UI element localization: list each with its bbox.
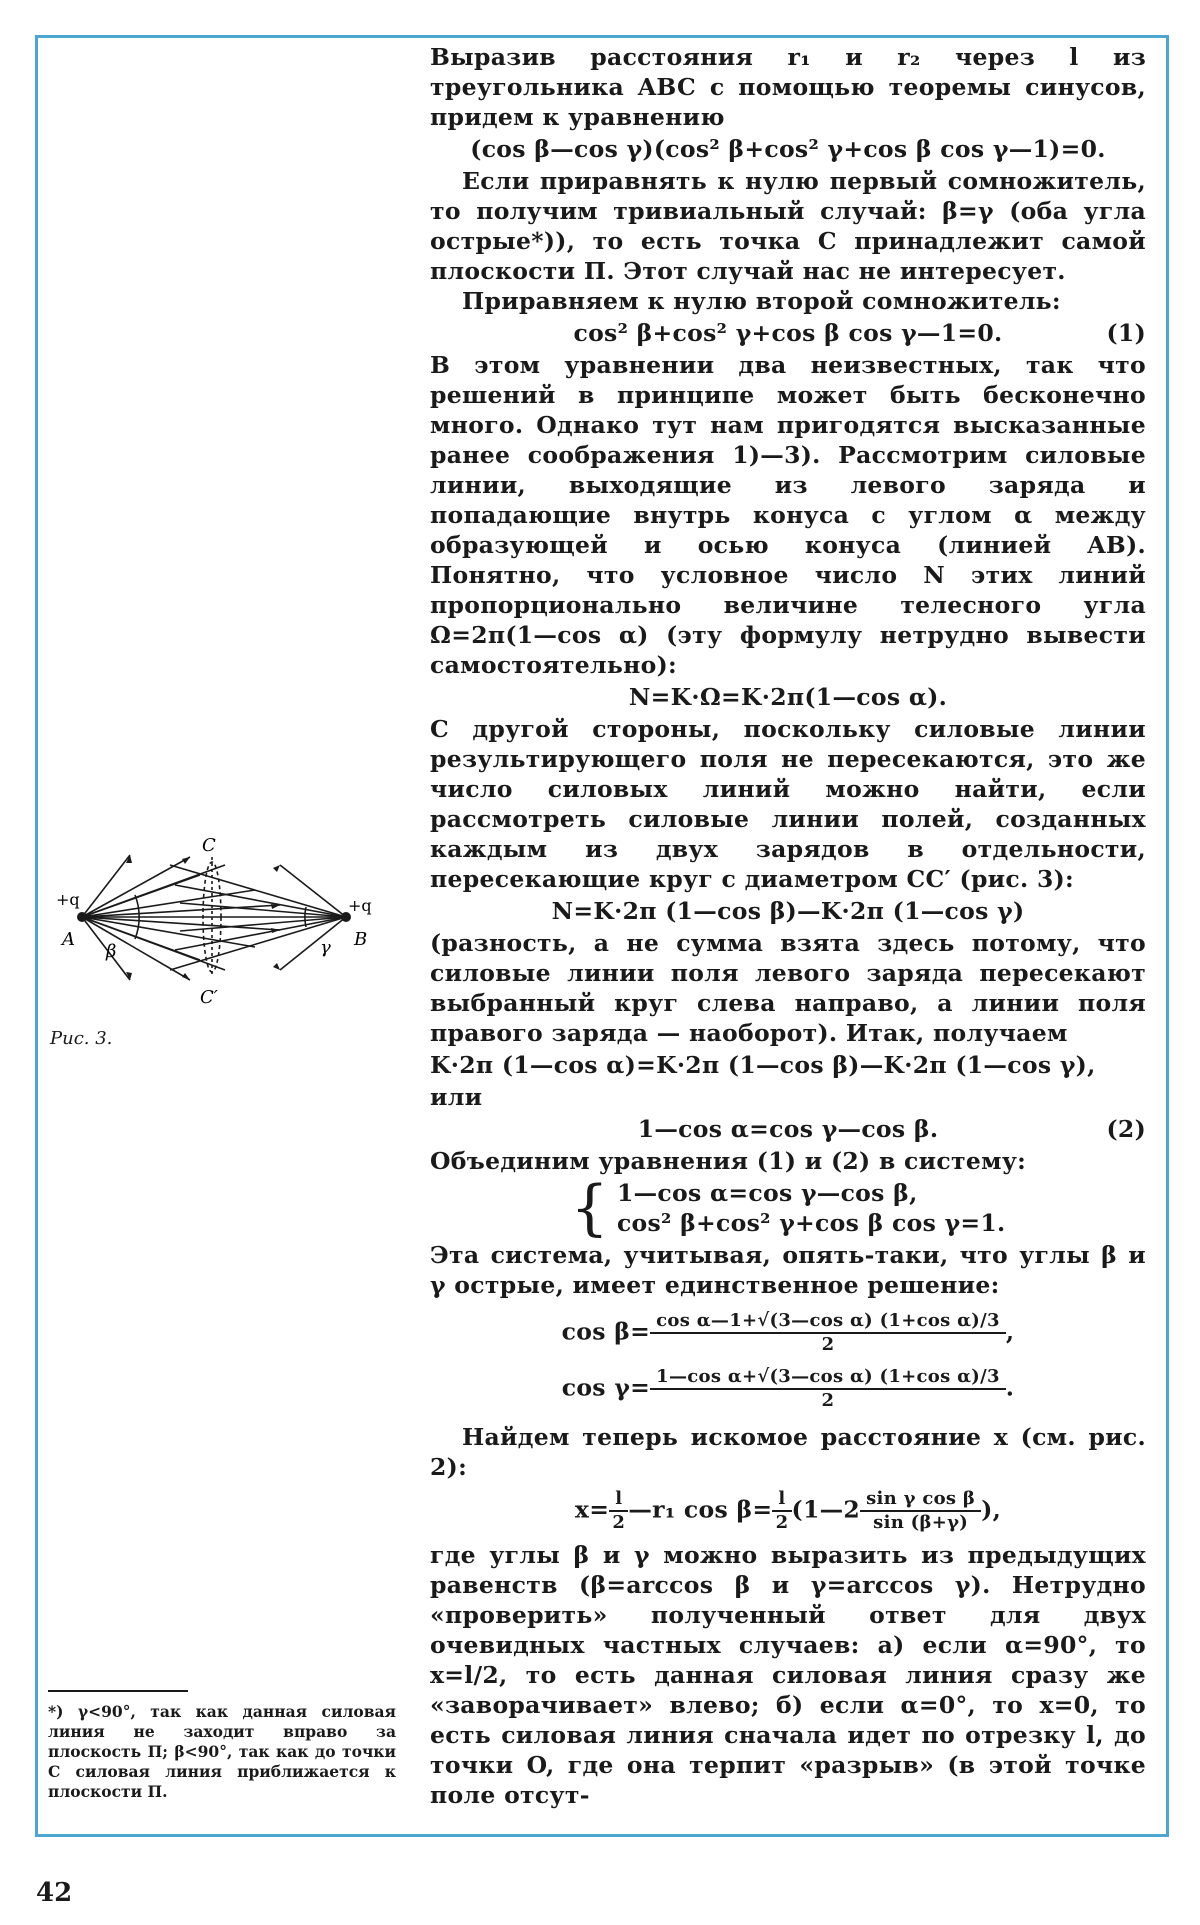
equation-3: N=K·Ω=K·2π(1—cos α).: [628, 683, 948, 711]
figure-caption: Рис. 3.: [50, 1028, 113, 1049]
field-line: [82, 890, 255, 917]
solution-cos-gamma-fraction: [650, 1366, 1006, 1412]
label-charge-a: +q: [56, 890, 80, 909]
main-text-column: [430, 42, 1146, 1810]
paragraph-8: Объединим уравнения (1) и (2) в систему:: [430, 1147, 1027, 1175]
solution-cos-beta-fraction: [650, 1310, 1006, 1356]
equation-4: N=K·2π (1—cos β)—K·2π (1—cos γ): [551, 897, 1025, 925]
equation-7-fraction-1: [609, 1488, 628, 1534]
page-number: 42: [36, 1878, 73, 1908]
field-line: [280, 917, 346, 970]
field-line: [280, 865, 346, 917]
paragraph-1: Выразив расстояния r₁ и r₂ через l из треугольника ABC с помощью теоремы синусов, придем к уравнению: [430, 43, 1146, 131]
solution-cos-gamma: [430, 1366, 1146, 1412]
solution-cos-gamma-lhs: cos γ=: [561, 1373, 651, 1402]
label-c-prime: C′: [200, 987, 218, 1008]
solution-cos-beta: [430, 1310, 1146, 1356]
solution-cos-beta-numerator: cos α—1+√(3—cos α) (1+cos α)/3: [650, 1310, 1006, 1334]
equation-7-fraction-3-den: sin (β+γ): [873, 1512, 969, 1533]
footnote-rule: [48, 1690, 188, 1692]
brace-icon: {: [570, 1173, 609, 1243]
paragraph-2: Если приравнять к нулю первый сомножитель, то получим тривиальный случай: β=γ (оба угла острые*)), то есть точка C принадлежит самой плоскости П. Этот случай нас не интересует.: [430, 167, 1146, 285]
equation-5: K·2π (1—cos α)=K·2π (1—cos β)—K·2π (1—cos γ),: [430, 1051, 1096, 1079]
equation-7-mid: —r₁ cos β=: [628, 1495, 773, 1524]
equation-2-body: cos² β+cos² γ+cos β cos γ—1=0.: [573, 319, 1003, 347]
arrow-icon: [271, 928, 280, 933]
label-a: A: [62, 929, 75, 950]
charge-a: [77, 912, 87, 922]
field-lines: [82, 855, 346, 980]
paragraph-9: Эта система, учитывая, опять-таки, что углы β и γ острые, имеет единственное решение:: [430, 1241, 1146, 1299]
equation-2-number: (1): [1106, 319, 1146, 347]
paragraph-5: С другой стороны, поскольку силовые линии результирующего поля не пересекаются, это же число силовых линий можно найти, если рассмотреть силовые линии полей, созданных каждым из двух зарядов в отдельности, пересекающие круг с диаметром CC′ (рис. 3):: [430, 715, 1146, 893]
solution-cos-gamma-tail: .: [1005, 1373, 1015, 1402]
label-c: C: [202, 835, 216, 856]
equation-7-paren: (1—2: [791, 1495, 861, 1524]
equation-7-end: ),: [981, 1495, 1002, 1524]
arrow-icon: [182, 973, 190, 980]
solution-cos-beta-denominator: 2: [821, 1334, 835, 1355]
paragraph-6: (разность, а не сумма взята здесь потому, что силовые линии поля левого заряда пересекают выбранный круг слева направо, а линии поля правого заряда — наоборот). Итак, получаем: [430, 929, 1146, 1047]
label-beta: β: [106, 941, 117, 962]
system-line-2: cos² β+cos² γ+cos β cos γ=1.: [616, 1209, 1006, 1237]
field-line: [175, 885, 346, 917]
equation-7-fraction-3-num: sin γ cos β: [860, 1488, 981, 1512]
solution-cos-beta-tail: ,: [1005, 1317, 1015, 1346]
solution-cos-gamma-numerator: 1—cos α+√(3—cos α) (1+cos α)/3: [650, 1366, 1006, 1390]
equation-system: [430, 1173, 1146, 1243]
paragraph-7: или: [430, 1083, 483, 1111]
equation-7-fraction-3: [860, 1488, 981, 1534]
solution-cos-gamma-denominator: 2: [821, 1390, 835, 1411]
arrow-icon: [273, 963, 280, 970]
paragraph-10: Найдем теперь искомое расстояние x (см. рис. 2):: [430, 1423, 1146, 1481]
equation-7: [430, 1488, 1146, 1534]
paragraph-11: где углы β и γ можно выразить из предыдущих равенств (β=arccos β и γ=arccos γ). Нетрудно «проверить» полученный ответ для двух очевидных частных случаев: а) если α=90°, то x=l/2, то есть данная силовая линия сразу же «заворачивает» влево; б) если α=0°, то x=0, то есть силовая линия сначала идет по отрезку l, до точки O, где она терпит «разрыв» (в этой точке поле отсут-: [430, 1541, 1146, 1809]
equation-7-x: x=: [574, 1495, 610, 1524]
paragraph-4: В этом уравнении два неизвестных, так что решений в принципе может быть бесконечно много. Однако тут нам пригодятся высказанные ранее соображения 1)—3). Рассмотрим силовые линии, выходящие из левого заряда и попадающие внутрь конуса с углом α между образующей и осью конуса (линией AB). Понятно, что условное число N этих линий пропорционально величине телесного угла Ω=2π(1—cos α) (эту формулу нетрудно вывести самостоятельно):: [430, 351, 1146, 679]
system-line-1: 1—cos α=cos γ—cos β,: [616, 1179, 918, 1207]
label-charge-b: +q: [348, 896, 372, 915]
equation-6-body: 1—cos α=cos γ—cos β.: [637, 1115, 939, 1143]
arrow-icon: [182, 857, 190, 864]
footnote: *) γ<90°, так как данная силовая линия не заходит вправо за плоскость П; β<90°, так как до точки C силовая линия приближается к плоскости П.: [48, 1702, 396, 1801]
equation-7-fraction-2-den: 2: [775, 1512, 789, 1533]
equation-1: (cos β—cos γ)(cos² β+cos² γ+cos β cos γ—1)=0.: [470, 135, 1106, 163]
equation-6-number: (2): [1106, 1115, 1146, 1143]
arrow-icon: [273, 865, 280, 872]
solution-cos-beta-lhs: cos β=: [561, 1317, 651, 1346]
equation-7-fraction-1-den: 2: [612, 1512, 626, 1533]
equation-7-fraction-1-num: l: [609, 1488, 628, 1512]
paragraph-3: Приравняем к нулю второй сомножитель:: [462, 287, 1061, 315]
label-gamma: γ: [320, 937, 331, 958]
label-b: B: [354, 929, 368, 950]
equation-2: [430, 318, 1146, 348]
equation-7-fraction-2: [772, 1488, 791, 1534]
equation-6: [430, 1114, 1146, 1144]
figure-3-diagram: [50, 835, 410, 1010]
equation-7-fraction-2-num: l: [772, 1488, 791, 1512]
